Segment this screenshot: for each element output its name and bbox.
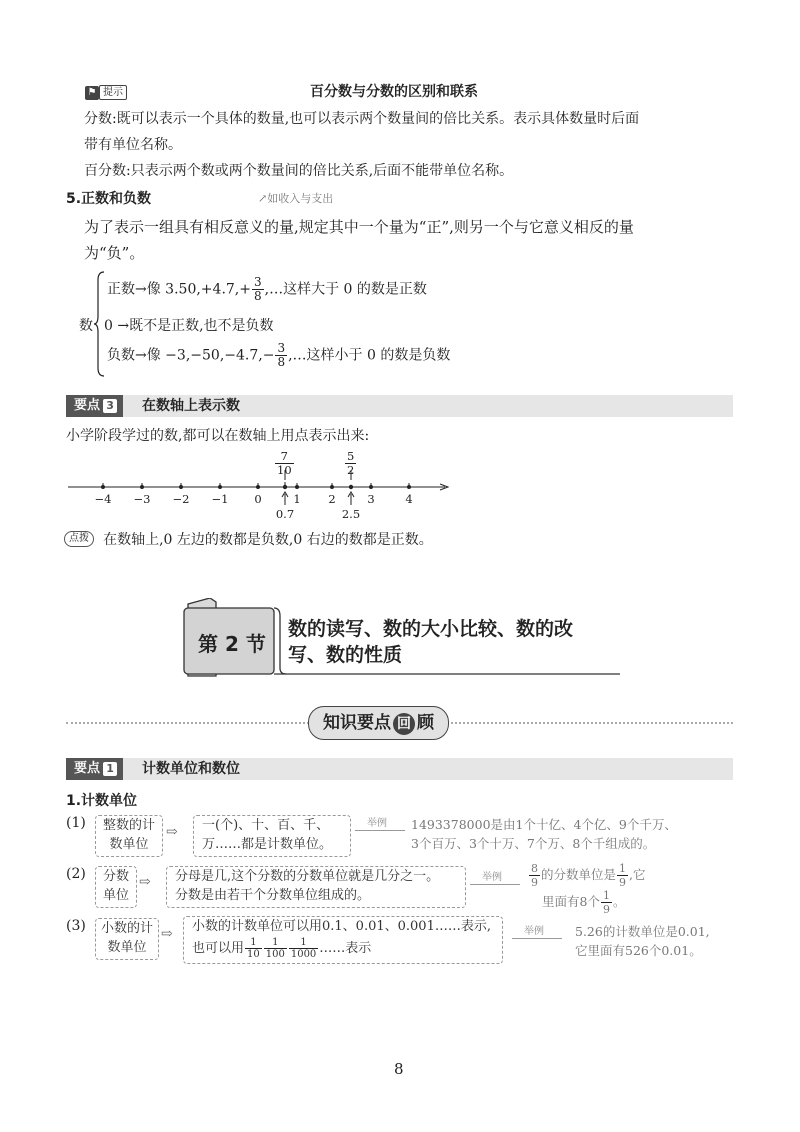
example-line [355,830,405,831]
point-1-bar [66,758,733,780]
example-line [470,884,520,885]
tick-label: 3 [367,492,375,506]
tick-dot [295,485,299,489]
example-l2-b: 。 [612,894,626,909]
tip-title: 百分数与分数的区别和联系 [310,84,478,100]
unit-name-l2: 单位 [102,888,129,903]
example-label: 举例 [482,872,502,883]
point-title: 在数轴上表示数 [142,398,240,414]
fraction-8-9 [529,862,540,889]
tick-dot [179,485,183,489]
value-point [349,485,353,489]
frac-num: 3 [277,341,286,355]
example-text [528,862,646,916]
unit-desc-l2: 万……都是计数单位。 [202,837,333,852]
frac-num: 1 [245,937,262,949]
row-index: (3) [66,918,86,934]
point-number: 1 [103,762,117,776]
unit-desc-l2-b: ……表示 [319,941,372,956]
margin-note-text: 如收入与支出 [267,192,334,205]
tick-dot [330,485,334,489]
example-l1 [528,862,646,889]
zero-line: 0 →既不是正数,也不是负数 [104,318,274,334]
review-circle-char: 回 [393,713,415,735]
example-text [575,922,710,960]
fraction-1-10 [245,937,262,960]
unit-name-l2: 数单位 [109,837,149,852]
fraction-7-10 [275,450,294,477]
example-l2 [528,889,646,916]
fraction-3-8 [275,342,287,369]
unit-name-l1: 小数的计 [100,921,153,936]
tick-label: −4 [94,492,112,506]
frac-den: 8 [277,355,286,369]
tick-label: −2 [172,492,190,506]
example-l1: 1493378000是由1个十亿、4个亿、9个千万、 [411,817,677,832]
tip-badge [85,82,137,98]
margin-note: ↗如收入与支出 [258,192,334,205]
unit-name-box [95,866,137,908]
tick-label: −1 [211,492,229,506]
arrow-right-icon: ⇨ [161,926,173,942]
tip-line-3: 百分数:只表示两个数或两个数量间的倍比关系,后面不能带单位名称。 [84,163,514,179]
positive-text-a: 正数→像 3.50,+4.7,+ [107,281,251,298]
review-banner [308,706,449,740]
tick-label: 2 [328,492,336,506]
point-tag-label: 要点 [74,761,101,776]
frac-den: 9 [531,876,538,889]
frac-den: 8 [253,289,262,303]
tick-dot [256,485,260,489]
example-label: 举例 [367,818,387,829]
brace-label: 数 [79,318,93,334]
tick-dot [407,485,411,489]
example-l1-a: 的分数单位是 [541,867,617,882]
example-text [411,815,677,853]
definition-para-2: 为“负”。 [84,244,145,262]
positive-text-b: ,…这样大于 0 的数是正数 [264,281,427,298]
tick-label: 0 [254,492,262,506]
point-tag-label: 要点 [74,398,101,413]
units-heading: 1.计数单位 [66,793,138,809]
frac-num: 1 [264,937,287,949]
tick-dot [101,485,105,489]
unit-desc-box [183,916,503,964]
fraction-1-1000 [289,937,318,960]
section-heading-positive-negative: 5.正数和负数 [66,191,152,207]
example-line [512,938,562,939]
fraction-1-100 [264,937,287,960]
tick-label: 1 [293,492,301,506]
label-0-7: 0.7 [275,507,295,521]
unit-name-l1: 分数 [102,869,129,884]
tick-dot [140,485,144,489]
frac-num: 1 [602,889,610,902]
unit-desc-l1: 一(个)、十、百、千、 [202,818,330,833]
unit-desc-l2-a: 也可以用 [192,941,245,956]
example-label: 举例 [524,926,544,937]
tip-line-1: 分数:既可以表示一个具体的数量,也可以表示两个数量间的倍比关系。表示具体数量时后面 [84,111,640,127]
number-line-figure [60,450,460,525]
section-title [288,616,573,668]
frac-den: 10 [277,463,292,477]
example-l1-b: ,它 [629,867,646,882]
point-number: 3 [103,399,117,413]
section-2-header [180,598,620,678]
tip-line-2: 带有单位名称。 [84,137,182,153]
negative-text-a: 负数→像 −3,−50,−4.7,− [107,347,275,364]
frac-den: 9 [619,876,627,889]
section-label: 第 2 节 [198,632,266,656]
definition-para-1: 为了表示一组具有相反意义的量,规定其中一个量为“正”,则另一个与它意义相反的量 [84,218,634,236]
unit-name-l2: 数单位 [107,940,147,955]
arrow-right-icon: ⇨ [166,824,178,840]
review-title-b: 顾 [417,713,434,733]
arrow-right-icon: ⇨ [139,874,151,890]
frac-num: 8 [531,862,538,875]
tick-label: −3 [133,492,151,506]
dianbo-text: 在数轴上,0 左边的数都是负数,0 右边的数都是正数。 [103,531,433,548]
fraction-5-2 [345,450,356,477]
tick-dot [218,485,222,489]
tick-label: 4 [405,492,413,506]
label-2-5: 2.5 [341,507,361,521]
example-l2: 它里面有526个0.01。 [575,943,702,958]
point-3-bar [66,395,733,417]
frac-den: 9 [602,903,610,916]
frac-num: 7 [275,450,294,464]
unit-name-box [95,815,163,857]
tick-dot [369,485,373,489]
section-title-line-2: 写、数的性质 [288,644,403,666]
page-number: 8 [394,1060,404,1078]
unit-name-box [95,918,159,960]
point-tag [66,758,123,780]
frac-num: 1 [619,862,627,875]
positive-line [107,276,427,303]
unit-desc-l1: 分母是几,这个分数的分数单位就是几分之一。 [175,869,440,884]
row-index: (1) [66,815,86,831]
example-l1: 5.26的计数单位是0.01, [575,924,710,939]
review-title-a: 知识要点 [323,713,391,733]
frac-den: 100 [265,949,285,960]
number-line-intro: 小学阶段学过的数,都可以在数轴上用点表示出来: [66,428,370,444]
frac-den: 10 [247,949,260,960]
frac-den: 2 [347,463,355,477]
hint-icon: ⚑ [85,86,99,100]
row-index: (2) [66,866,86,882]
unit-desc-l2: 分数是由若干个分数单位组成的。 [175,888,371,903]
frac-num: 5 [347,449,355,463]
dianbo-note [64,528,433,549]
frac-den: 1000 [290,949,317,960]
frac-num: 3 [253,275,262,289]
dianbo-badge: 点拨 [64,531,94,547]
point-title: 计数单位和数位 [142,761,240,777]
negative-text-b: ,…这样小于 0 的数是负数 [288,347,451,364]
point-tag [66,395,123,417]
tip-label: 提示 [99,85,127,100]
fraction-3-8 [252,276,264,303]
unit-desc-l2 [192,937,502,960]
example-l2: 3个百万、3个十万、7个万、8个千组成的。 [411,836,656,851]
fraction-1-9 [601,889,612,916]
unit-desc-l1: 小数的计数单位可以用0.1、0.01、0.001……表示, [192,919,491,934]
section-title-line-1: 数的读写、数的大小比较、数的改 [288,618,574,640]
fraction-1-9 [617,862,628,889]
number-line-svg [60,450,460,525]
frac-num: 1 [289,937,318,949]
negative-line [107,342,450,369]
unit-desc-box [166,866,466,908]
unit-name-l1: 整数的计 [102,818,155,833]
example-l2-a: 里面有8个 [542,894,600,909]
unit-desc-box [193,815,351,857]
